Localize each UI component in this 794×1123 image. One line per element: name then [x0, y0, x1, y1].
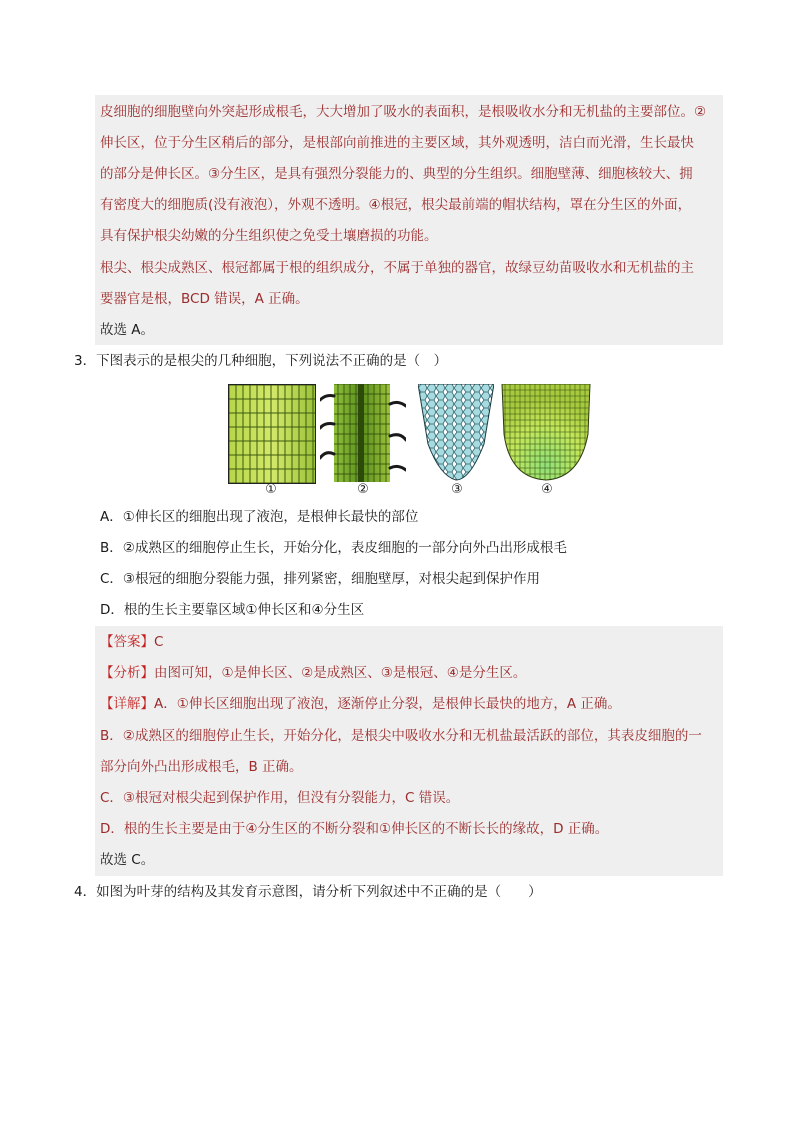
- q2-explanation-line: 伸长区，位于分生区稍后的部分，是根部向前推进的主要区域，其外观透明，洁白而光滑，生长最快: [100, 135, 694, 151]
- q3-conclusion: 故选 C。: [100, 852, 155, 868]
- q3-option-a: A．①伸长区的细胞出现了液泡，是根伸长最快的部位: [100, 509, 419, 525]
- maturation-cells-image: [320, 384, 406, 482]
- q3-answer-line: [100, 632, 163, 652]
- detail-tag: 【详解】: [100, 696, 154, 712]
- answer-value: C: [154, 634, 164, 650]
- q2-explanation-line: 皮细胞的细胞壁向外突起形成根毛，大大增加了吸水的表面积，是根吸收水分和无机盐的主要部位。②: [100, 104, 707, 120]
- q3-detail-line: B．②成熟区的细胞停止生长，开始分化，是根尖中吸收水分和无机盐最活跃的部位，其表皮细胞的一: [100, 728, 702, 744]
- q3-detail-line: C．③根冠对根尖起到保护作用，但没有分裂能力，C 错误。: [100, 790, 460, 806]
- panel-maturation-zone: [320, 384, 406, 482]
- q2-explanation-line: 要器官是根，BCD 错误，A 正确。: [100, 291, 309, 307]
- panel-meristem-zone: [500, 384, 592, 482]
- elongation-cells-image: [229, 385, 315, 483]
- q2-conclusion: 故选 A。: [100, 322, 155, 338]
- q2-explanation-line: 有密度大的细胞质(没有液泡），外观不透明。④根冠，根尖最前端的帽状结构，罩在分生区的外面，: [100, 197, 692, 213]
- q4-question: 4．如图为叶芽的结构及其发育示意图，请分析下列叙述中不正确的是（ ）: [74, 884, 542, 900]
- root-tip-cells-figure: [228, 384, 592, 498]
- panel-elongation-zone: [228, 384, 316, 484]
- q3-detail-line: D．根的生长主要是由于④分生区的不断分裂和①伸长区的不断长长的缘故，D 正确。: [100, 821, 609, 837]
- q3-option-b: B．②成熟区的细胞停止生长，开始分化，表皮细胞的一部分向外凸出形成根毛: [100, 540, 567, 556]
- q3-option-d: D．根的生长主要靠区域①伸长区和④分生区: [100, 602, 365, 618]
- analysis-tag: 【分析】: [100, 665, 154, 681]
- q3-detail-line: [100, 694, 621, 714]
- detail-text: A．①伸长区细胞出现了液泡，逐渐停止分裂，是根伸长最快的地方，A 正确。: [154, 696, 621, 712]
- q2-explanation-line: 的部分是伸长区。③分生区，是具有强烈分裂能力的、典型的分生组织。细胞壁薄、细胞核较大、拥: [100, 166, 693, 182]
- q2-explanation-line: 根尖、根尖成熟区、根冠都属于根的组织成分，不属于单独的器官，故绿豆幼苗吸收水和无机盐的主: [100, 260, 694, 276]
- q3-option-c: C．③根冠的细胞分裂能力强，排列紧密，细胞壁厚，对根尖起到保护作用: [100, 571, 541, 587]
- figure-label-4: ④: [541, 482, 553, 497]
- q3-question: 3．下图表示的是根尖的几种细胞，下列说法不正确的是（ ）: [74, 353, 448, 369]
- q3-analysis-line: [100, 663, 526, 683]
- figure-label-2: ②: [357, 482, 369, 497]
- answer-tag: 【答案】: [100, 634, 154, 650]
- figure-label-1: ①: [265, 482, 277, 497]
- root-cap-cells-image: [418, 384, 494, 482]
- q3-detail-line: 部分向外凸出形成根毛，B 正确。: [100, 759, 303, 775]
- meristem-cells-image: [500, 384, 592, 482]
- figure-label-3: ③: [451, 482, 463, 497]
- panel-root-cap: [418, 384, 494, 482]
- q2-explanation-line: 具有保护根尖幼嫩的分生组织使之免受土壤磨损的功能。: [100, 228, 438, 244]
- analysis-text: 由图可知，①是伸长区、②是成熟区、③是根冠、④是分生区。: [154, 665, 527, 681]
